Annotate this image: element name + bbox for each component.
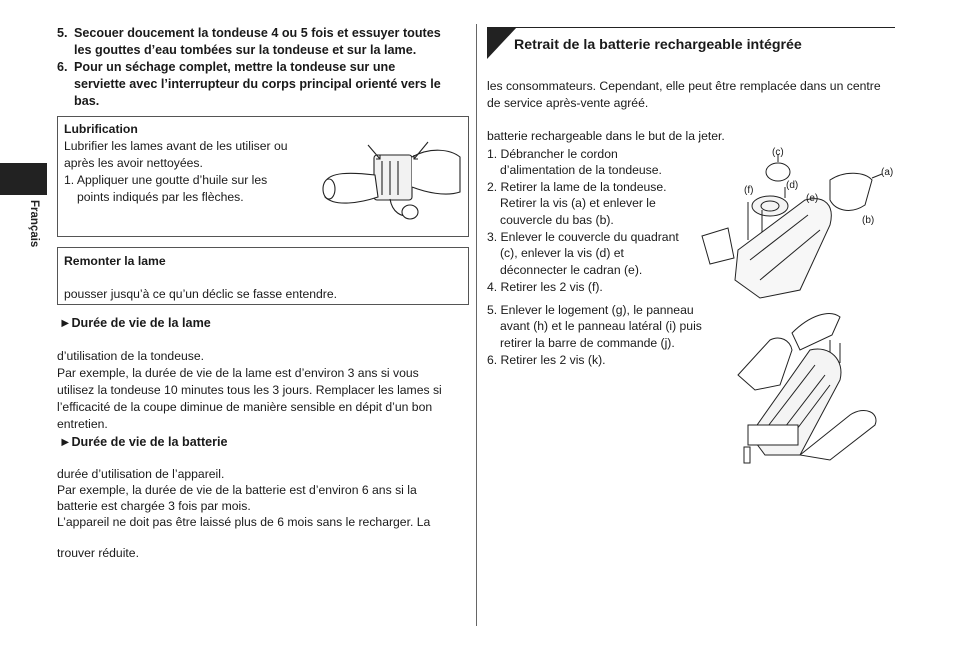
section-title: Retrait de la batterie rechargeable intégrée: [514, 37, 802, 53]
language-label: Français: [28, 200, 40, 248]
vie-batterie-heading: ►Durée de vie de la batterie: [59, 435, 228, 449]
removal-step-1: 1. Débrancher le cordon: [487, 147, 618, 161]
section-header: [487, 27, 895, 61]
removal-step-5: 5. Enlever le logement (g), le panneau: [487, 303, 694, 317]
removal-step-2: 2. Retirer la lame de la tondeuse.: [487, 180, 667, 194]
lubrification-title: Lubrification: [64, 122, 138, 136]
removal-step-4: 4. Retirer les 2 vis (f).: [487, 280, 603, 294]
caption-f: (f): [744, 185, 754, 196]
language-tab: [0, 163, 47, 195]
removal-step-3: 3. Enlever le couvercle du quadrant: [487, 230, 679, 244]
caption-e: (e): [806, 193, 819, 204]
remonter-box: Remonter la lame pousser jusqu’à ce qu’un déclic se fasse entendre.: [57, 247, 469, 305]
disassembly-diagram-bottom: [730, 305, 890, 475]
caption-d: (d): [786, 180, 799, 191]
removal-step-6: 6. Retirer les 2 vis (k).: [487, 353, 606, 367]
oiling-illustration: [320, 137, 462, 227]
caption-b: (b): [862, 215, 875, 226]
lubrification-box: Lubrification Lubrifier les lames avant de les utiliser ou après les avoir nettoyées. 1. Appliquer une goutte d’huile sur les points indiqués par les flèches.: [57, 116, 469, 237]
caption-c: (c): [772, 147, 784, 158]
caption-a: (a): [881, 167, 894, 178]
remonter-title: Remonter la lame: [64, 254, 166, 268]
vie-lame-heading: ►Durée de vie de la lame: [59, 316, 211, 330]
column-divider: [476, 24, 477, 626]
